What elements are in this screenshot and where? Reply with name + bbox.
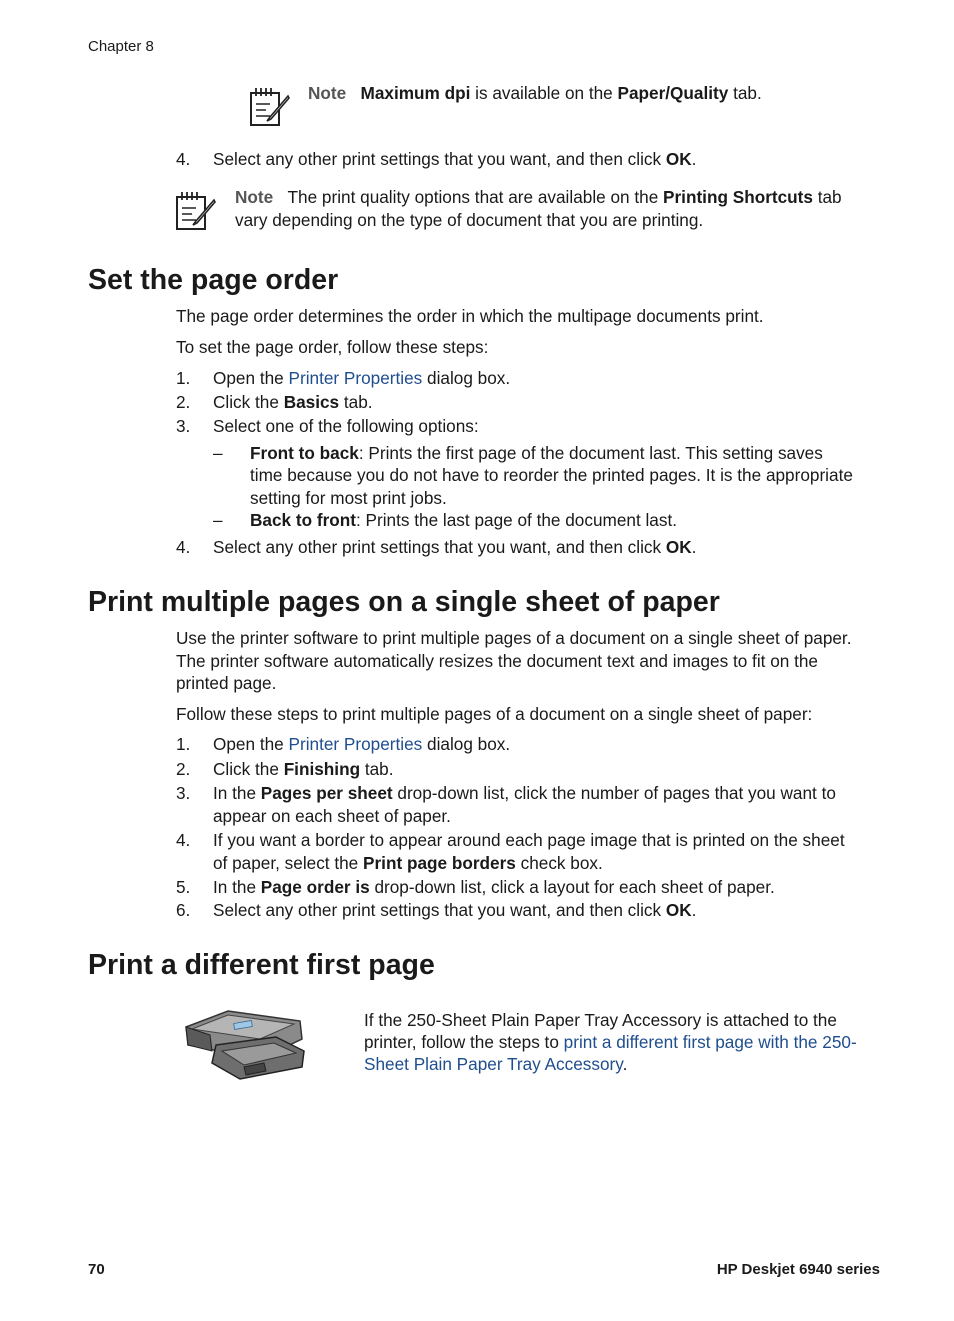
bullet-dash: – [213,443,223,463]
ok-bold: OK [665,900,692,920]
note-text [308,82,762,105]
paragraph-line: If the 250-Sheet Plain Paper Tray Accessory is attached to the [364,1010,837,1030]
step-text-segment: drop-down list, click the number of pages that you want to [392,783,836,803]
step-text [213,899,696,922]
step-number: 4. [176,149,191,169]
note-bold: Paper/Quality [617,83,729,103]
paragraph-line [364,1031,857,1054]
page-number: 70 [88,1261,105,1278]
printer-properties-link[interactable]: Printer Properties [288,734,423,754]
product-name: HP Deskjet 6940 series [716,1261,880,1278]
step-text-segment: dialog box. [422,368,511,388]
basics-bold: Basics [283,392,340,412]
front-to-back-bold: Front to back [250,443,359,463]
step-number: 5. [176,877,191,897]
step-text-segment: . [691,149,697,169]
step-text-segment: dialog box. [422,734,511,754]
note-icon [174,188,218,232]
different-first-page-link-continued[interactable]: Sheet Plain Paper Tray Accessory [364,1054,623,1074]
step-text [213,536,696,559]
back-to-front-bold: Back to front [250,510,356,530]
step-number: 4. [176,830,191,850]
step-text-segment: Open the [213,734,289,754]
step-text-segment: drop-down list, click a layout for each sheet of paper. [369,877,775,897]
step-number: 6. [176,900,191,920]
step-text-segment: . [691,900,697,920]
step-text-segment: . [691,537,697,557]
step-text-segment: tab. [339,392,373,412]
step-text [213,367,510,390]
note-bold: Printing Shortcuts [663,187,813,207]
step-text [213,733,510,756]
step-text: Select one of the following options: [213,416,479,436]
step-number: 2. [176,759,191,779]
ok-bold: OK [665,149,692,169]
step-text [213,852,603,875]
note-text-segment: tab. [728,83,762,103]
paragraph-line: printed page. [176,673,277,693]
option-text [250,442,823,465]
step-text-segment: tab. [360,759,394,779]
step-number: 1. [176,734,191,754]
paragraph-segment: printer, follow the steps to [364,1032,564,1052]
note-text-segment: The print quality options that are available on the [287,187,664,207]
section-heading: Print a different first page [88,949,435,981]
step-text [213,758,394,781]
step-text-segment: In the [213,783,261,803]
paper-tray-image [182,1005,308,1085]
paragraph-line: Use the printer software to print multiple pages of a document on a single sheet of paper. [176,628,852,648]
paragraph-line: The printer software automatically resizes the document text and images to fit on the [176,651,818,671]
paragraph: The page order determines the order in which the multipage documents print. [176,306,764,326]
step-number: 3. [176,783,191,803]
option-text-segment: : Prints the last page of the document last. [356,510,678,530]
step-number: 1. [176,368,191,388]
option-text [250,509,677,532]
section-heading: Print multiple pages on a single sheet of paper [88,586,720,618]
note-text-segment: tab [812,187,842,207]
page-order-is-bold: Page order is [260,877,370,897]
section-heading: Set the page order [88,264,339,296]
step-text-line: If you want a border to appear around each page image that is printed on the sheet [213,830,845,850]
option-text-line: setting for most print jobs. [250,488,447,508]
step-text [213,876,775,899]
step-text-segment: Select any other print settings that you want, and then click [213,537,666,557]
step-text-segment: In the [213,877,261,897]
printer-properties-link[interactable]: Printer Properties [288,368,423,388]
paragraph: To set the page order, follow these steps: [176,337,489,357]
step-text [213,391,373,414]
option-text-line: time because you do not have to reorder the printed pages. It is the appropriate [250,465,853,485]
chapter-header: Chapter 8 [88,38,154,55]
note-bold: Maximum dpi [360,83,471,103]
note-text-line: vary depending on the type of document that you are printing. [235,210,704,230]
step-text-segment: Select any other print settings that you want, and then click [213,900,666,920]
step-text-line: appear on each sheet of paper. [213,806,451,826]
step-text-segment: of paper, select the [213,853,364,873]
print-page-borders-bold: Print page borders [363,853,516,873]
option-text-segment: : Prints the first page of the document last. This setting saves [358,443,823,463]
step-number: 2. [176,392,191,412]
paragraph-line [364,1053,627,1076]
step-text [213,148,696,171]
step-text-segment: Open the [213,368,289,388]
paragraph-segment: . [622,1054,628,1074]
note-label: Note [308,83,347,103]
ok-bold: OK [665,537,692,557]
note-text-segment: is available on the [470,83,618,103]
note-text [235,186,842,209]
paragraph: Follow these steps to print multiple pages of a document on a single sheet of paper: [176,704,813,724]
bullet-dash: – [213,510,223,530]
step-number: 4. [176,537,191,557]
step-number: 3. [176,416,191,436]
step-text-segment: Click the [213,759,284,779]
note-icon [248,84,292,128]
step-text-segment: Click the [213,392,284,412]
finishing-bold: Finishing [283,759,361,779]
step-text-segment: Select any other print settings that you want, and then click [213,149,666,169]
note-label: Note [235,187,274,207]
step-text-segment: check box. [515,853,603,873]
pages-per-sheet-bold: Pages per sheet [260,783,393,803]
step-text [213,782,836,805]
different-first-page-link[interactable]: print a different first page with the 250- [563,1032,857,1052]
